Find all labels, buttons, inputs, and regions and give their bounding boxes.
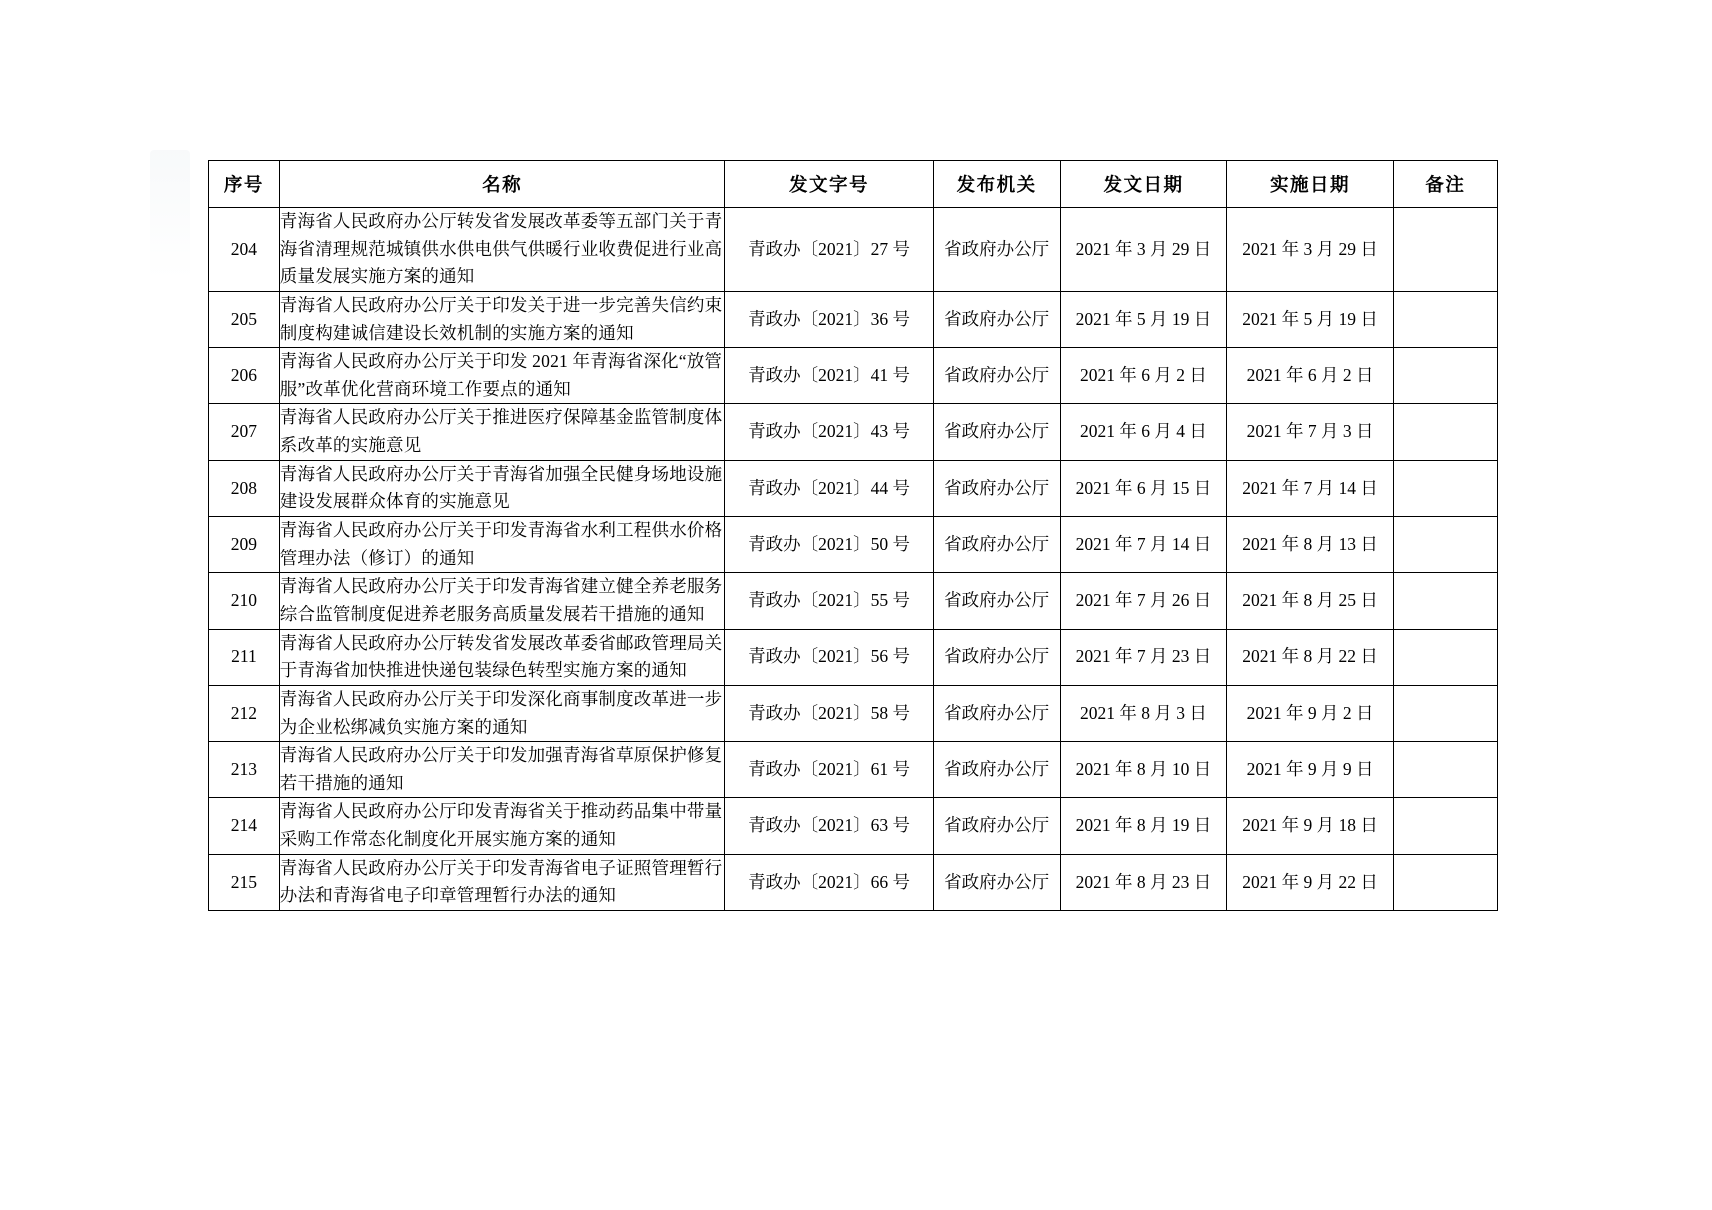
column-header-effective-date: 实施日期 [1227, 161, 1394, 208]
cell-name: 青海省人民政府办公厅关于印发青海省建立健全养老服务综合监管制度促进养老服务高质量发展若干措施的通知 [279, 573, 725, 629]
cell-organization: 省政府办公厅 [933, 798, 1060, 854]
cell-number: 青政办〔2021〕43 号 [725, 404, 933, 460]
cell-effective-date: 2021 年 9 月 18 日 [1227, 798, 1394, 854]
cell-issue-date: 2021 年 8 月 19 日 [1060, 798, 1227, 854]
cell-organization: 省政府办公厅 [933, 629, 1060, 685]
cell-index: 215 [209, 854, 280, 910]
cell-issue-date: 2021 年 7 月 23 日 [1060, 629, 1227, 685]
table-body [209, 208, 1498, 911]
cell-organization: 省政府办公厅 [933, 685, 1060, 741]
table-header-row [209, 161, 1498, 208]
cell-organization: 省政府办公厅 [933, 404, 1060, 460]
table-row [209, 685, 1498, 741]
cell-index: 211 [209, 629, 280, 685]
cell-number: 青政办〔2021〕61 号 [725, 742, 933, 798]
cell-organization: 省政府办公厅 [933, 517, 1060, 573]
cell-index: 213 [209, 742, 280, 798]
cell-note [1393, 517, 1497, 573]
cell-effective-date: 2021 年 9 月 22 日 [1227, 854, 1394, 910]
cell-organization: 省政府办公厅 [933, 348, 1060, 404]
cell-organization: 省政府办公厅 [933, 291, 1060, 347]
cell-organization: 省政府办公厅 [933, 742, 1060, 798]
cell-number: 青政办〔2021〕44 号 [725, 460, 933, 516]
cell-effective-date: 2021 年 7 月 14 日 [1227, 460, 1394, 516]
cell-index: 205 [209, 291, 280, 347]
cell-issue-date: 2021 年 7 月 26 日 [1060, 573, 1227, 629]
table-row [209, 404, 1498, 460]
cell-name: 青海省人民政府办公厅关于印发青海省水利工程供水价格管理办法（修订）的通知 [279, 517, 725, 573]
cell-note [1393, 573, 1497, 629]
cell-number: 青政办〔2021〕27 号 [725, 208, 933, 292]
column-header-name: 名称 [279, 161, 725, 208]
cell-number: 青政办〔2021〕55 号 [725, 573, 933, 629]
cell-number: 青政办〔2021〕41 号 [725, 348, 933, 404]
cell-effective-date: 2021 年 9 月 2 日 [1227, 685, 1394, 741]
table-row [209, 460, 1498, 516]
cell-note [1393, 460, 1497, 516]
cell-issue-date: 2021 年 8 月 3 日 [1060, 685, 1227, 741]
cell-index: 206 [209, 348, 280, 404]
table-row [209, 742, 1498, 798]
cell-issue-date: 2021 年 6 月 4 日 [1060, 404, 1227, 460]
cell-issue-date: 2021 年 5 月 19 日 [1060, 291, 1227, 347]
cell-note [1393, 629, 1497, 685]
table-row [209, 517, 1498, 573]
cell-name: 青海省人民政府办公厅关于印发 2021 年青海省深化“放管服”改革优化营商环境工作要点的通知 [279, 348, 725, 404]
cell-number: 青政办〔2021〕36 号 [725, 291, 933, 347]
cell-index: 207 [209, 404, 280, 460]
cell-note [1393, 742, 1497, 798]
cell-note [1393, 798, 1497, 854]
column-header-issue-date: 发文日期 [1060, 161, 1227, 208]
cell-index: 204 [209, 208, 280, 292]
table-row [209, 629, 1498, 685]
cell-note [1393, 854, 1497, 910]
cell-note [1393, 404, 1497, 460]
cell-note [1393, 685, 1497, 741]
cell-name: 青海省人民政府办公厅关于印发关于进一步完善失信约束制度构建诚信建设长效机制的实施方案的通知 [279, 291, 725, 347]
cell-issue-date: 2021 年 7 月 14 日 [1060, 517, 1227, 573]
watermark-mark [150, 150, 190, 280]
cell-index: 214 [209, 798, 280, 854]
cell-issue-date: 2021 年 6 月 15 日 [1060, 460, 1227, 516]
cell-number: 青政办〔2021〕63 号 [725, 798, 933, 854]
cell-name: 青海省人民政府办公厅关于印发加强青海省草原保护修复若干措施的通知 [279, 742, 725, 798]
cell-note [1393, 208, 1497, 292]
cell-name: 青海省人民政府办公厅关于推进医疗保障基金监管制度体系改革的实施意见 [279, 404, 725, 460]
document-table-container [208, 160, 1498, 911]
cell-name: 青海省人民政府办公厅印发青海省关于推动药品集中带量采购工作常态化制度化开展实施方案的通知 [279, 798, 725, 854]
cell-name: 青海省人民政府办公厅关于青海省加强全民健身场地设施建设发展群众体育的实施意见 [279, 460, 725, 516]
policy-document-table [208, 160, 1498, 911]
column-header-organization: 发布机关 [933, 161, 1060, 208]
column-header-number: 发文字号 [725, 161, 933, 208]
cell-issue-date: 2021 年 8 月 23 日 [1060, 854, 1227, 910]
table-row [209, 348, 1498, 404]
column-header-index: 序号 [209, 161, 280, 208]
cell-name: 青海省人民政府办公厅关于印发深化商事制度改革进一步为企业松绑减负实施方案的通知 [279, 685, 725, 741]
cell-effective-date: 2021 年 8 月 25 日 [1227, 573, 1394, 629]
cell-note [1393, 291, 1497, 347]
cell-index: 212 [209, 685, 280, 741]
table-row [209, 573, 1498, 629]
column-header-note: 备注 [1393, 161, 1497, 208]
cell-name: 青海省人民政府办公厅关于印发青海省电子证照管理暂行办法和青海省电子印章管理暂行办法的通知 [279, 854, 725, 910]
cell-effective-date: 2021 年 3 月 29 日 [1227, 208, 1394, 292]
table-row [209, 208, 1498, 292]
table-row [209, 798, 1498, 854]
cell-number: 青政办〔2021〕58 号 [725, 685, 933, 741]
cell-number: 青政办〔2021〕56 号 [725, 629, 933, 685]
table-row [209, 854, 1498, 910]
cell-organization: 省政府办公厅 [933, 573, 1060, 629]
table-header [209, 161, 1498, 208]
cell-name: 青海省人民政府办公厅转发省发展改革委省邮政管理局关于青海省加快推进快递包装绿色转型实施方案的通知 [279, 629, 725, 685]
cell-issue-date: 2021 年 3 月 29 日 [1060, 208, 1227, 292]
cell-effective-date: 2021 年 6 月 2 日 [1227, 348, 1394, 404]
cell-effective-date: 2021 年 8 月 13 日 [1227, 517, 1394, 573]
cell-organization: 省政府办公厅 [933, 460, 1060, 516]
cell-organization: 省政府办公厅 [933, 208, 1060, 292]
cell-effective-date: 2021 年 7 月 3 日 [1227, 404, 1394, 460]
cell-index: 210 [209, 573, 280, 629]
cell-number: 青政办〔2021〕50 号 [725, 517, 933, 573]
cell-index: 209 [209, 517, 280, 573]
cell-issue-date: 2021 年 6 月 2 日 [1060, 348, 1227, 404]
cell-effective-date: 2021 年 8 月 22 日 [1227, 629, 1394, 685]
table-row [209, 291, 1498, 347]
cell-organization: 省政府办公厅 [933, 854, 1060, 910]
cell-number: 青政办〔2021〕66 号 [725, 854, 933, 910]
cell-index: 208 [209, 460, 280, 516]
cell-name: 青海省人民政府办公厅转发省发展改革委等五部门关于青海省清理规范城镇供水供电供气供暖行业收费促进行业高质量发展实施方案的通知 [279, 208, 725, 292]
cell-note [1393, 348, 1497, 404]
cell-effective-date: 2021 年 5 月 19 日 [1227, 291, 1394, 347]
cell-effective-date: 2021 年 9 月 9 日 [1227, 742, 1394, 798]
cell-issue-date: 2021 年 8 月 10 日 [1060, 742, 1227, 798]
